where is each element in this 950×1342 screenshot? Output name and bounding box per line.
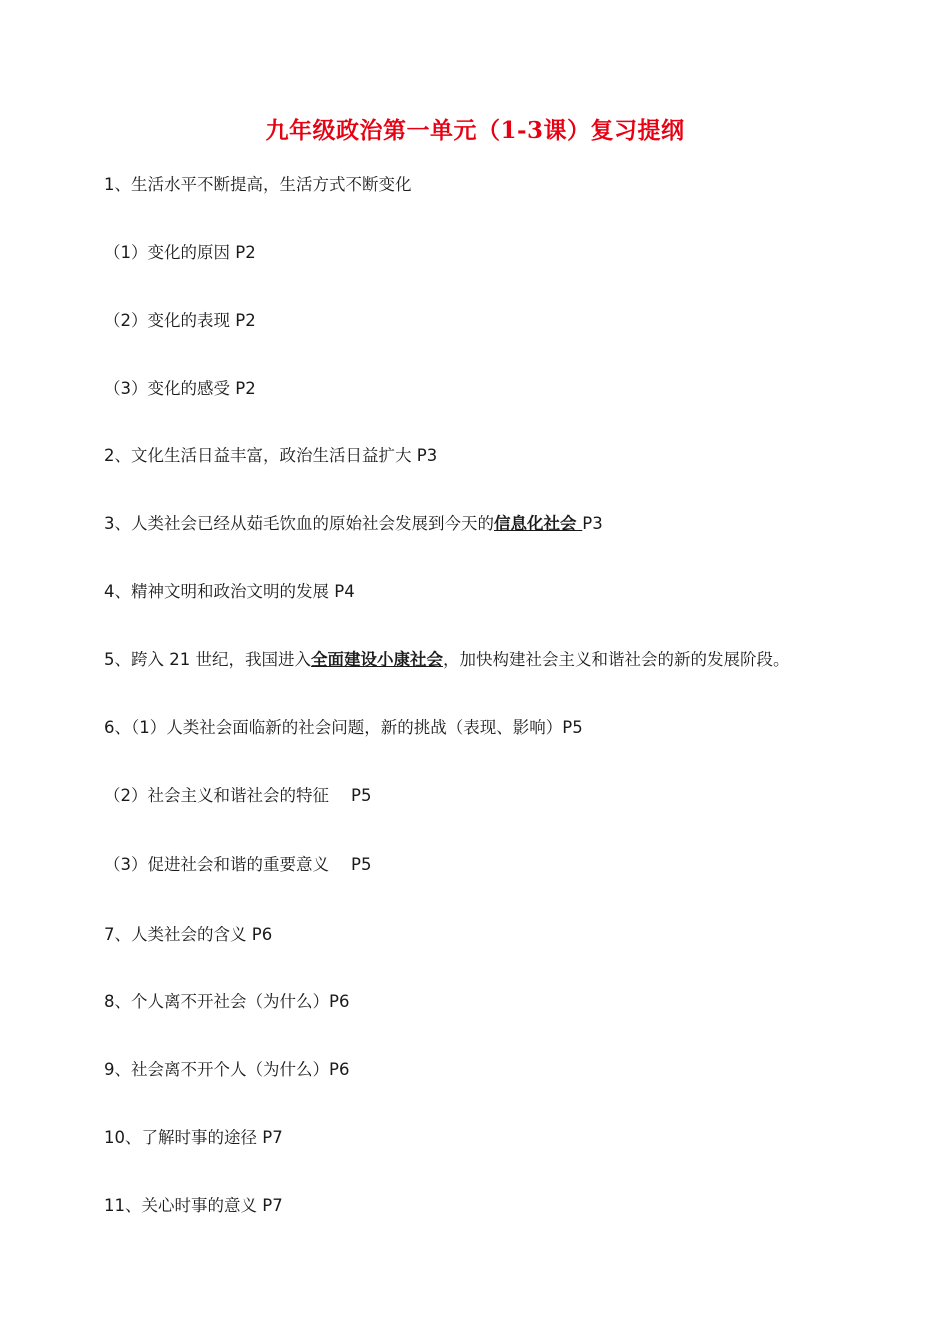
outline-item-2: 2、文化生活日益丰富，政治生活日益扩大 P3 — [104, 446, 438, 465]
outline-item-1-1: （1）变化的原因 P2 — [104, 243, 256, 262]
outline-item-3-keyword: 信息化社会 — [494, 514, 583, 533]
outline-item-5-keyword: 全面建设小康社会 — [310, 650, 443, 669]
outline-item-3-text: 3、人类社会已经从茹毛饮血的原始社会发展到今天的 — [104, 514, 494, 533]
outline-item-1-2: （2）变化的表现 P2 — [104, 311, 256, 330]
outline-item-1-3: （3）变化的感受 P2 — [104, 379, 256, 398]
outline-item-10: 10、了解时事的途径 P7 — [104, 1128, 283, 1147]
outline-item-11: 11、关心时事的意义 P7 — [104, 1196, 283, 1215]
outline-item-6-2-text: （2）社会主义和谐社会的特征 — [104, 786, 329, 805]
document-title: 九年级政治第一单元（1-3课）复习提纲 — [265, 117, 685, 144]
outline-item-6-3-text: （3）促进社会和谐的重要意义 — [104, 855, 329, 874]
outline-item-5-text: 5、跨入 21 世纪，我国进入 — [104, 650, 311, 669]
outline-item-5 — [104, 648, 789, 672]
outline-item-6-3 — [104, 853, 371, 877]
outline-item-7: 7、人类社会的含义 P6 — [104, 925, 273, 944]
outline-item-3-page: P3 — [582, 514, 603, 533]
outline-item-3 — [104, 512, 603, 536]
outline-item-4: 4、精神文明和政治文明的发展 P4 — [104, 582, 355, 601]
outline-item-6-2 — [104, 784, 371, 808]
outline-item-9: 9、社会离不开个人（为什么）P6 — [104, 1060, 350, 1079]
outline-item-8: 8、个人离不开社会（为什么）P6 — [104, 992, 350, 1011]
outline-item-5-rest: ，加快构建社会主义和谐社会的新的发展阶段。 — [442, 650, 790, 669]
outline-item-6-3-page: P5 — [351, 855, 372, 874]
outline-item-1: 1、生活水平不断提高，生活方式不断变化 — [104, 175, 412, 194]
outline-item-6-1: 6、（1）人类社会面临新的社会问题，新的挑战（表现、影响）P5 — [104, 718, 583, 737]
outline-item-6-2-page: P5 — [351, 786, 372, 805]
